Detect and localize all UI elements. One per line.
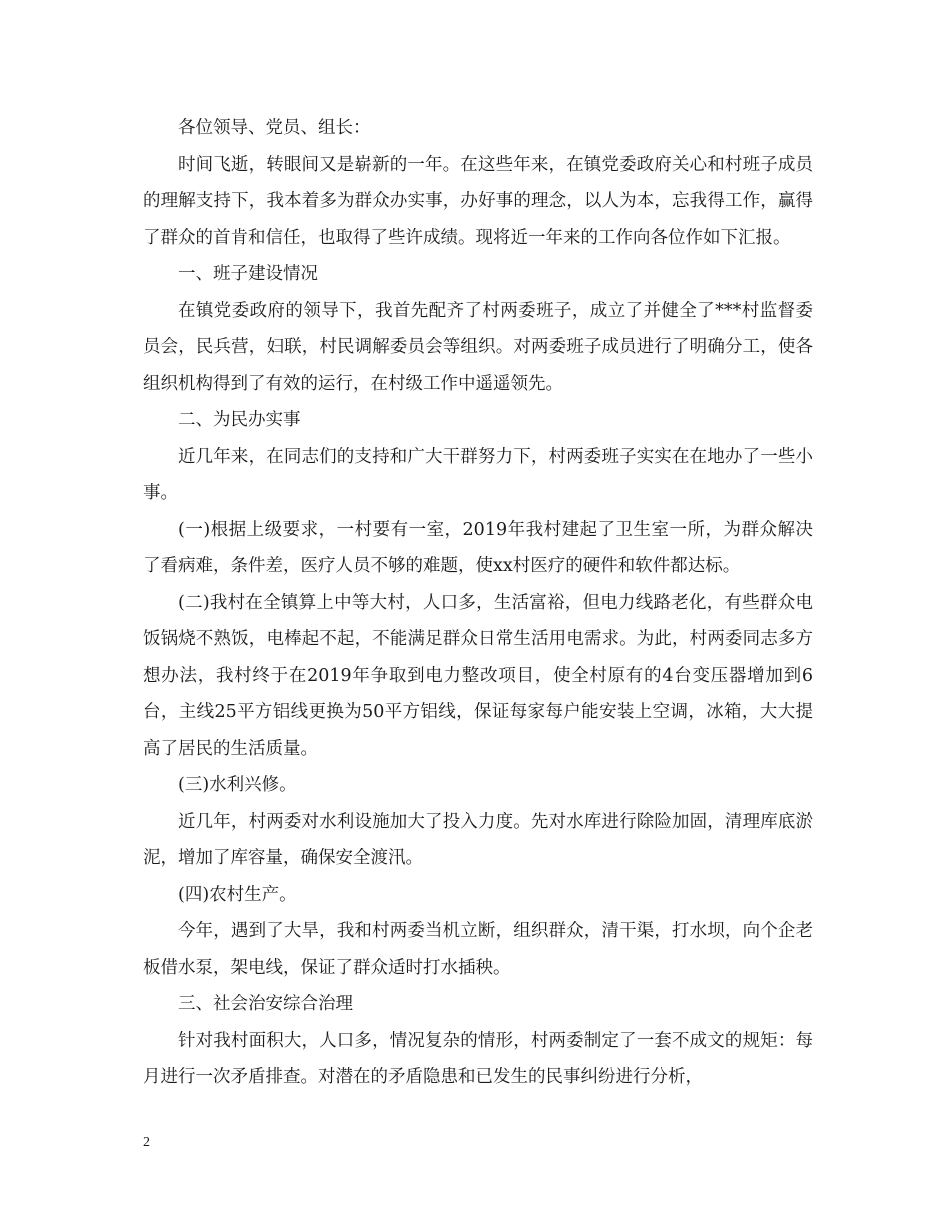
section-heading-practical-matters: 二、为民办实事 [178, 410, 301, 430]
subheading-water-conservancy: (三)水利兴修。 [178, 775, 297, 795]
paragraph-public-security: 针对我村面积大，人口多，情况复杂的情形，村两委制定了一套不成文的规矩：每月进行一次矛盾排查。对潜在的矛盾隐患和已发生的民事纠纷进行分析， [143, 1030, 813, 1087]
paragraph-agriculture: 今年，遇到了大旱，我和村两委当机立断，组织群众，清干渠，打水坝，向个企老板借水泵，架电线，保证了群众适时打水插秧。 [143, 921, 813, 978]
subheading-agriculture: (四)农村生产。 [178, 884, 297, 905]
document-body [143, 110, 813, 1096]
paragraph-water-conservancy: 近几年，村两委对水利设施加大了投入力度。先对水库进行除险加固，清理库底淤泥，增加了库容量，确保安全渡汛。 [143, 811, 813, 868]
paragraph-item-2-power: (二)我村在全镇算上中等大村，人口多，生活富裕，但电力线路老化，有些群众电饭锅烧不熟饭，电棒起不起，不能满足群众日常生活用电需求。为此，村两委同志多方想办法，我村终于在2019年争取到电力整改项目，使全村原有的4台变压器增加到6台，主线25平方铝线更换为50平方铝线，保证每家每户能安装上空调，冰箱，大大提高了居民的生活质量。 [143, 592, 813, 759]
salutation: 各位领导、党员、组长： [178, 118, 371, 138]
paragraph-practical-matters: 近几年来，在同志们的支持和广大干群努力下，村两委班子实实在在地办了一些小事。 [143, 446, 813, 503]
paragraph-item-1-clinic: (一)根据上级要求，一村要有一室，2019年我村建起了卫生室一所，为群众解决了看病难，条件差，医疗人员不够的难题，使xx村医疗的硬件和软件都达标。 [143, 519, 813, 576]
intro-paragraph: 时间飞逝，转眼间又是崭新的一年。在这些年来，在镇党委政府关心和村班子成员的理解支持下，我本着多为群众办实事，办好事的理念，以人为本，忘我得工作，赢得了群众的首肯和信任，也取得了些许成绩。现将近一年来的工作向各位作如下汇报。 [143, 154, 813, 248]
section-heading-public-security: 三、社会治安综合治理 [178, 994, 353, 1014]
section-heading-team-building: 一、班子建设情况 [178, 264, 318, 284]
paragraph-team-building: 在镇党委政府的领导下，我首先配齐了村两委班子，成立了并健全了***村监督委员会，民兵营，妇联，村民调解委员会等组织。对两委班子成员进行了明确分工，使各组织机构得到了有效的运行，在村级工作中遥遥领先。 [143, 300, 813, 394]
page-number: 2 [143, 1135, 150, 1150]
